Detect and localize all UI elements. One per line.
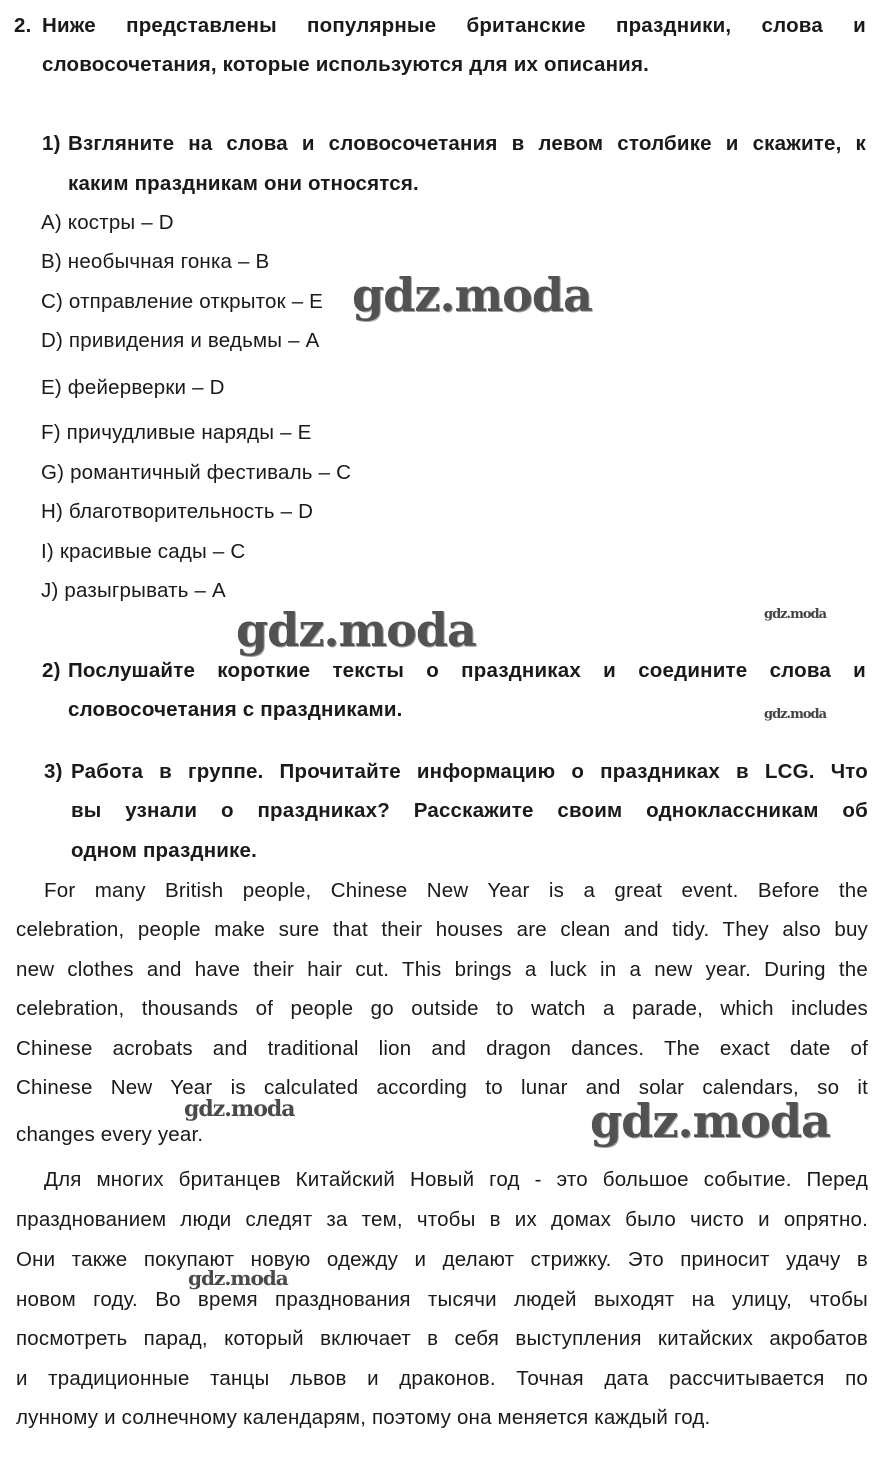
answer-item: C) отправление открыток – E xyxy=(41,290,324,313)
russian-paragraph-line: Для многих британцев Китайский Новый год - это большое событие. Перед xyxy=(44,1168,868,1191)
watermark: gdz.moda xyxy=(188,1266,288,1290)
task-number: 2. xyxy=(14,14,32,37)
english-paragraph-line: Chinese New Year is calculated according to lunar and solar calendars, so it xyxy=(16,1076,868,1099)
answer-item: B) необычная гонка – B xyxy=(41,250,270,273)
russian-paragraph-line: и традиционные танцы львов и драконов. Точная дата рассчитывается по xyxy=(16,1367,868,1390)
part3-text-line-2: вы узнали о праздниках? Расскажите своим одноклассникам об xyxy=(71,799,868,822)
answer-item: E) фейерверки – D xyxy=(41,376,225,399)
answer-item: D) привидения и ведьмы – A xyxy=(41,329,320,352)
part1-text-line-1: Взгляните на слова и словосочетания в левом столбике и скажите, к xyxy=(68,132,866,155)
watermark: gdz.moda xyxy=(352,268,592,322)
answer-item: H) благотворительность – D xyxy=(41,500,314,523)
watermark: gdz.moda xyxy=(764,607,827,622)
answer-item: I) красивые сады – C xyxy=(41,540,246,563)
task-title-line-1: Ниже представлены популярные британские праздники, слова и xyxy=(42,14,866,37)
part2-text-line-1: Послушайте короткие тексты о праздниках и соедините слова и xyxy=(68,659,866,682)
english-paragraph-line: changes every year. xyxy=(16,1123,204,1146)
part1-text-line-2: каким праздникам они относятся. xyxy=(68,172,419,195)
russian-paragraph-line: Они также покупают новую одежду и делают стрижку. Это приносит удачу в xyxy=(16,1248,868,1271)
part3-text-line-1: Работа в группе. Прочитайте информацию о праздниках в LCG. Что xyxy=(71,760,868,783)
watermark: gdz.moda xyxy=(764,707,827,722)
answer-item: F) причудливые наряды – E xyxy=(41,421,312,444)
part3-number: 3) xyxy=(44,760,63,783)
english-paragraph-line: Chinese acrobats and traditional lion and dragon dances. The exact date of xyxy=(16,1037,868,1060)
answer-item: J) разыгрывать – A xyxy=(41,579,226,602)
russian-paragraph-line: новом году. Во время празднования тысячи людей выходят на улицу, чтобы xyxy=(16,1288,868,1311)
watermark: gdz.moda xyxy=(184,1096,295,1122)
russian-paragraph-line: лунному и солнечному календарям, поэтому она меняется каждый год. xyxy=(16,1406,711,1429)
part2-text-line-2: словосочетания с праздниками. xyxy=(68,698,403,721)
english-paragraph-line: celebration, thousands of people go outside to watch a parade, which includes xyxy=(16,997,868,1020)
answer-item: A) костры – D xyxy=(41,211,174,234)
english-paragraph-line: celebration, people make sure that their houses are clean and tidy. They also buy xyxy=(16,918,868,941)
part1-number: 1) xyxy=(42,132,61,155)
english-paragraph-line: new clothes and have their hair cut. This brings a luck in a new year. During the xyxy=(16,958,868,981)
watermark: gdz.moda xyxy=(590,1094,830,1148)
part2-number: 2) xyxy=(42,659,61,682)
part3-text-line-3: одном празднике. xyxy=(71,839,258,862)
english-paragraph-line: For many British people, Chinese New Year is a great event. Before the xyxy=(44,879,868,902)
answer-item: G) романтичный фестиваль – C xyxy=(41,461,352,484)
russian-paragraph-line: посмотреть парад, который включает в себя выступления китайских акробатов xyxy=(16,1327,868,1350)
russian-paragraph-line: празднованием люди следят за тем, чтобы в их домах было чисто и опрятно. xyxy=(16,1208,868,1231)
watermark: gdz.moda xyxy=(236,603,476,657)
task-title-line-2: словосочетания, которые используются для их описания. xyxy=(42,53,650,76)
